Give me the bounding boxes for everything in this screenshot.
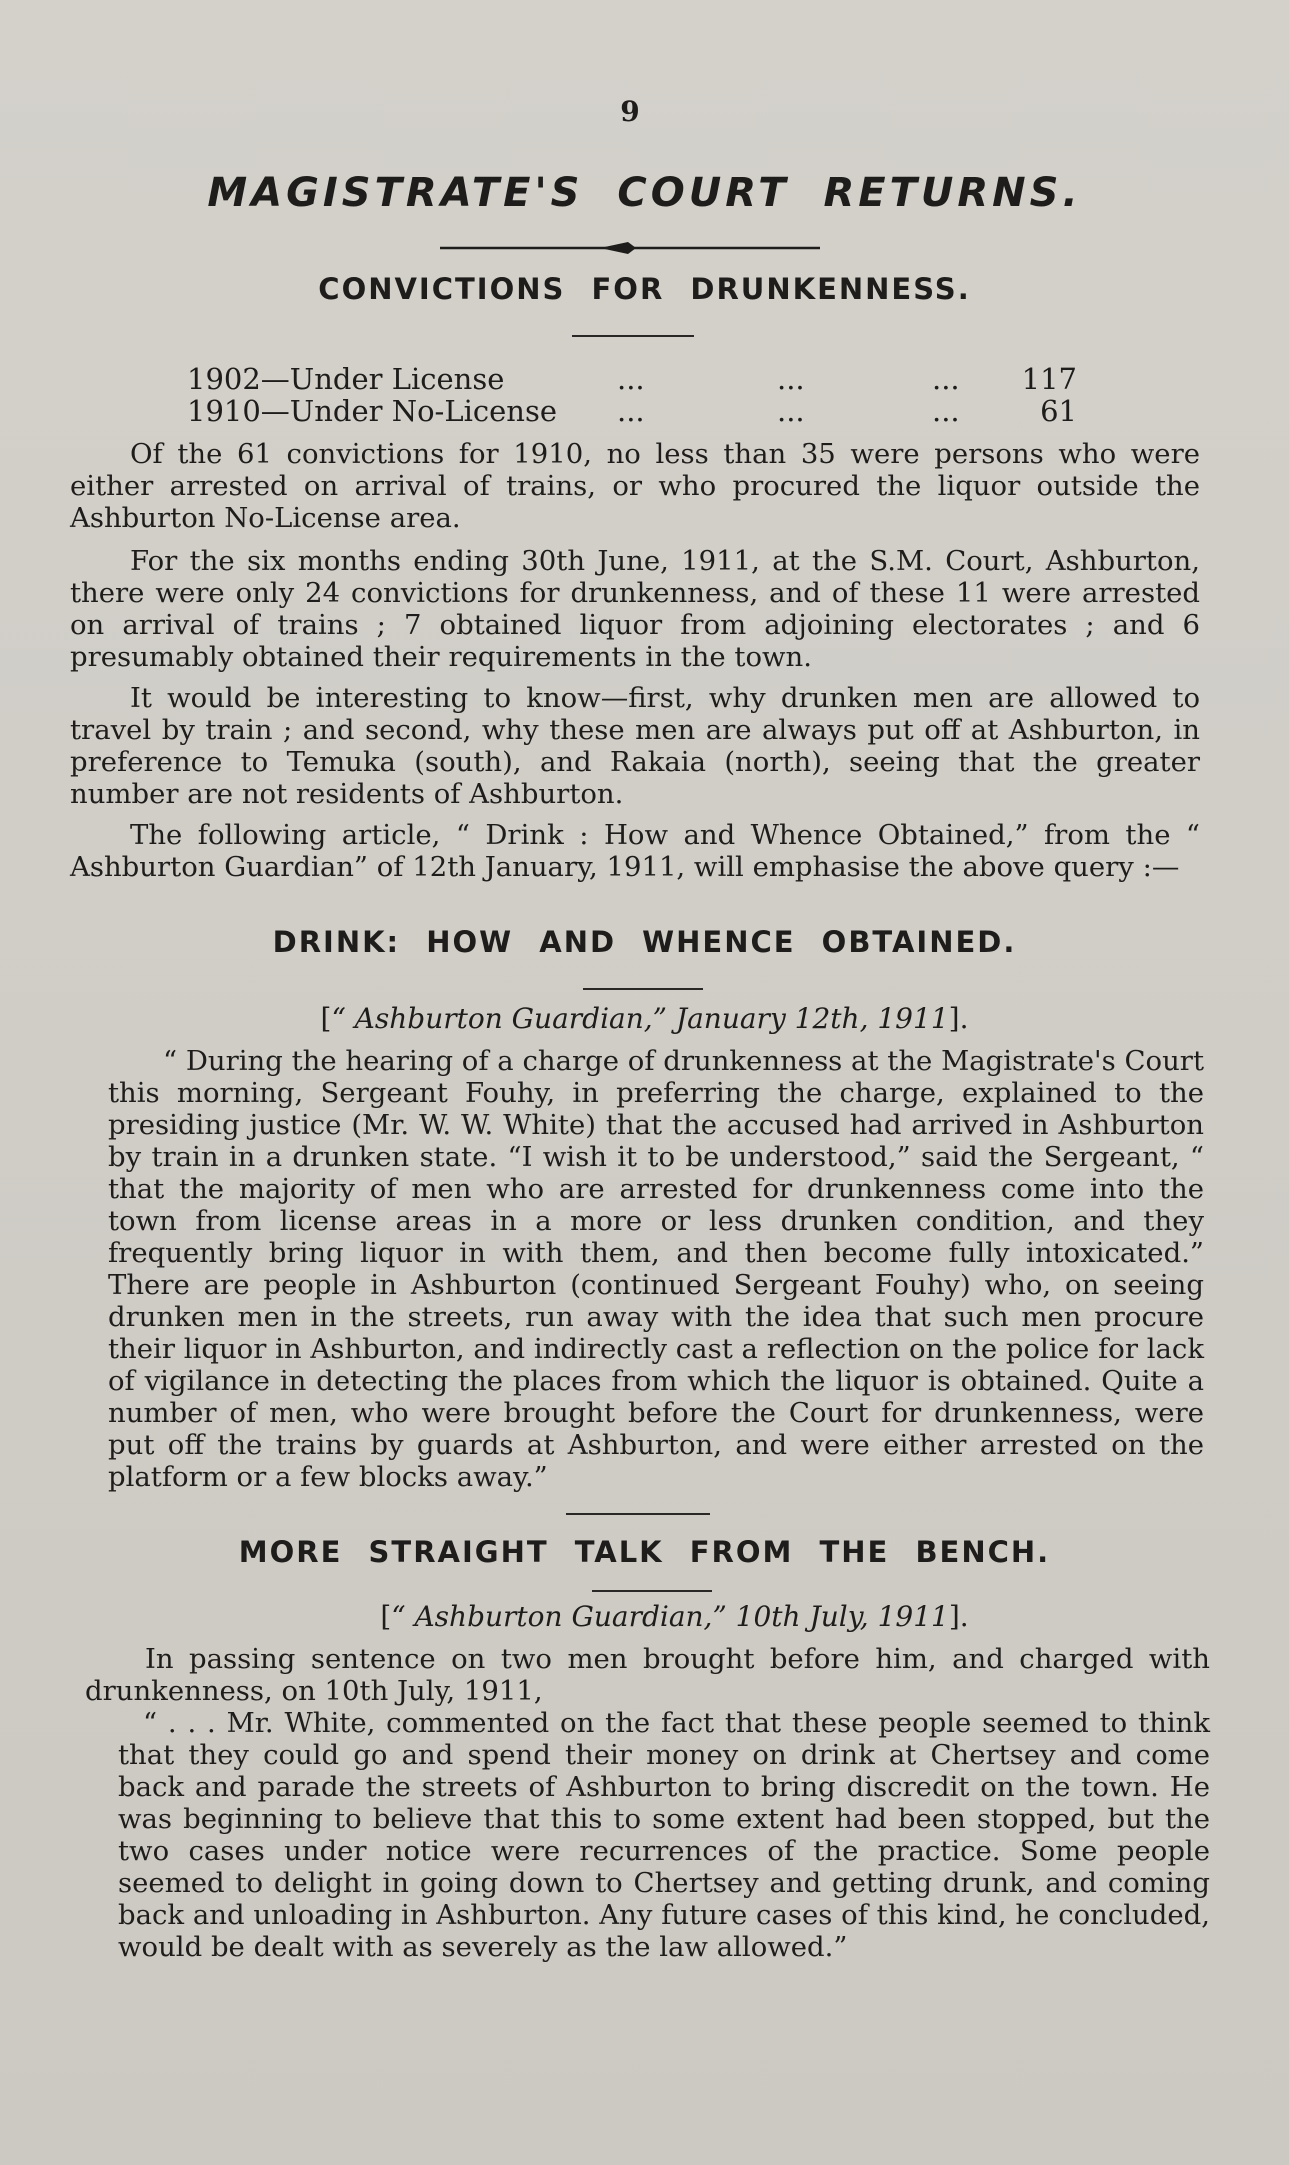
leader-dots: ... bbox=[777, 394, 805, 428]
citation-bracket: [ bbox=[320, 1002, 332, 1035]
row-label: 1902—Under License bbox=[187, 362, 505, 396]
paragraph-following-article: The following article, “ Drink : How and Whence Obtained,” from the “ Ashburton Guardian” of 12th January, 1911, will emphasise the above query :— bbox=[70, 819, 1200, 883]
table-row bbox=[187, 362, 1077, 394]
row-label: 1910—Under No-License bbox=[187, 394, 558, 428]
paragraph-passing-sentence: In passing sentence on two men brought before him, and charged with drunkenness, on 10th July, 1911, bbox=[85, 1643, 1210, 1707]
title-ornament-rule bbox=[440, 238, 820, 258]
row-value: 117 bbox=[1021, 362, 1077, 396]
leader-dots: ... bbox=[777, 362, 805, 396]
straight-talk-heading: MORE STRAIGHT TALK FROM THE BENCH. bbox=[238, 1535, 1051, 1569]
citation-bracket: ]. bbox=[948, 1600, 969, 1633]
citation-july bbox=[30, 1600, 1289, 1633]
paragraph-interesting-to-know: It would be interesting to know—first, why drunken men are allowed to travel by train ; and second, why these men are always put off at Ashburton, in preference to Temuka (south), and Rakaia (north), seeing that the greater number are not residents of Ashburton. bbox=[70, 682, 1200, 810]
table-row bbox=[187, 394, 1077, 426]
convictions-heading: CONVICTIONS FOR DRUNKENNESS. bbox=[318, 272, 971, 306]
quote-court-hearing: “ During the hearing of a charge of drunkenness at the Magistrate's Court this morning, Sergeant Fouhy, in preferring the charge, explained to the presiding justice (Mr. W. W. White) that the accused had arrived in Ashburton by train in a drunken state. “I wish it to be understood,” said the Sergeant, “ that the majority of men who are arrested for drunkenness come into the town from license areas in a more or less drunken condition, and they frequently bring liquor in with them, and then become fully intoxicated.” There are people in Ashburton (continued Sergeant Fouhy) who, on seeing drunken men in the streets, run away with the idea that such men procure their liquor in Ashburton, and indirectly cast a reflection on the police for lack of vigilance in detecting the places from which the liquor is obtained. Quite a number of men, who were brought before the Court for drunkenness, were put off the trains by guards at Ashburton, and were either arrested on the platform or a few blocks away.” bbox=[108, 1045, 1204, 1493]
row-value: 61 bbox=[1040, 394, 1077, 428]
heading-divider bbox=[583, 988, 703, 990]
paragraph-six-months: For the six months ending 30th June, 1911, at the S.M. Court, Ashburton, there were only 24 convictions for drunkenness, and of these 11 were arrested on arrival of trains ; 7 obtained liquor from adjoining electorates ; and 6 presumably obtained their requirements in the town. bbox=[70, 545, 1200, 673]
leader-dots: ... bbox=[932, 394, 960, 428]
heading-divider bbox=[592, 1590, 712, 1592]
citation-text: “ Ashburton Guardian,” January 12th, 1911 bbox=[331, 1002, 949, 1035]
citation-bracket: [ bbox=[380, 1600, 392, 1633]
paragraph-1910-convictions: Of the 61 convictions for 1910, no less than 35 were persons who were either arrested on arrival of trains, or who procured the liquor outside the Ashburton No-License area. bbox=[70, 438, 1200, 534]
leader-dots: ... bbox=[617, 362, 645, 396]
citation-bracket: ]. bbox=[948, 1002, 969, 1035]
convictions-table bbox=[187, 362, 1077, 426]
page-title: MAGISTRATE'S COURT RETURNS. bbox=[207, 170, 1082, 216]
citation-text: “ Ashburton Guardian,” 10th July, 1911 bbox=[391, 1600, 949, 1633]
leader-dots: ... bbox=[617, 394, 645, 428]
page-number: 9 bbox=[620, 95, 640, 128]
heading-divider bbox=[572, 335, 694, 337]
citation-january bbox=[0, 1002, 1289, 1035]
quote-mr-white: “ . . . Mr. White, commented on the fact that these people seemed to think that they could go and spend their money on drink at Chertsey and come back and parade the streets of Ashburton to bring discredit on the town. He was beginning to believe that this to some extent had been stopped, but the two cases under notice were recurrences of the practice. Some people seemed to delight in going down to Chertsey and getting drunk, and coming back and unloading in Ashburton. Any future cases of this kind, he concluded, would be dealt with as severely as the law allowed.” bbox=[118, 1707, 1210, 1963]
leader-dots: ... bbox=[932, 362, 960, 396]
section-divider bbox=[566, 1513, 710, 1515]
drink-heading: DRINK: HOW AND WHENCE OBTAINED. bbox=[272, 925, 1017, 959]
